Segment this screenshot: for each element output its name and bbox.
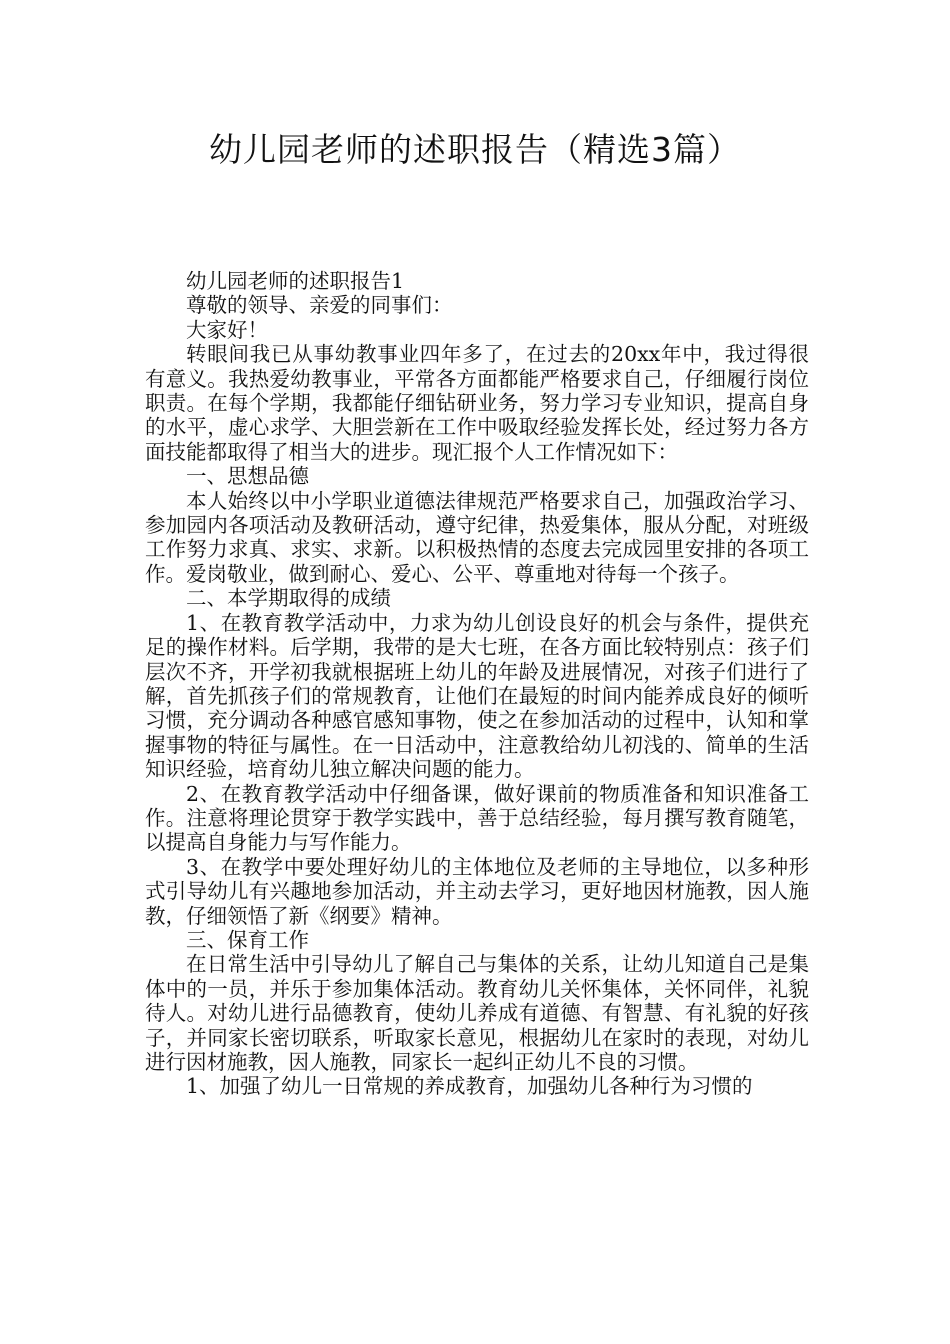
achievement-paragraph-2: 2、在教育教学活动中仔细备课，做好课前的物质准备和知识准备工作。注意将理论贯穿于教学实践中，善于总结经验，每月撰写教育随笔，以提高自身能力与写作能力。 [145,781,809,855]
document-title: 幼儿园老师的述职报告（精选3篇） [209,130,741,169]
ideology-paragraph: 本人始终以中小学职业道德法律规范严格要求自己，加强政治学习、参加园内各项活动及教研活动，遵守纪律，热爱集体，服从分配，对班级工作努力求真、求实、求新。以积极热情的态度去完成园里安排的各项工作。爱岗敬业，做到耐心、爱心、公平、尊重地对待每一个孩子。 [145,488,809,586]
achievement-paragraph-3: 3、在教学中要处理好幼儿的主体地位及老师的主导地位，以多种形式引导幼儿有兴趣地参加活动，并主动去学习，更好地因材施教，因人施教，仔细领悟了新《纲要》精神。 [145,854,809,928]
salutation: 尊敬的领导、亲爱的同事们： [186,293,453,318]
care-paragraph: 在日常生活中引导幼儿了解自己与集体的关系，让幼儿知道自己是集体中的一员，并乐于参加集体活动。教育幼儿关怀集体，关怀同伴，礼貌待人。对幼儿进行品德教育，使幼儿养成有道德、有智慧、有礼貌的好孩子，并同家长密切联系，听取家长意见，根据幼儿在家时的表现，对幼儿进行因材施教，因人施教，同家长一起纠正幼儿不良的习惯。 [145,952,809,1074]
section-heading-achievements: 二、本学期取得的成绩 [186,586,391,611]
care-item-1: 1、加强了幼儿一日常规的养成教育，加强幼儿各种行为习惯的 [186,1074,753,1099]
achievement-paragraph-1: 1、在教育教学活动中，力求为幼儿创设良好的机会与条件，提供充足的操作材料。后学期，我带的是大七班，在各方面比较特别点：孩子们层次不齐，开学初我就根据班上幼儿的年龄及进展情况，对孩子们进行了解，首先抓孩子们的常规教育，让他们在最短的时间内能养成良好的倾听习惯，充分调动各种感官感知事物，使之在参加活动的过程中，认知和掌握事物的特征与属性。在一日活动中，注意教给幼儿初浅的、简单的生活知识经验，培育幼儿独立解决问题的能力。 [145,610,809,782]
section-heading-ideology: 一、思想品德 [186,464,309,489]
section-heading-care: 三、保育工作 [186,927,309,952]
document-body [145,269,809,1099]
greeting: 大家好！ [186,317,268,342]
report-heading: 幼儿园老师的述职报告1 [186,269,405,293]
intro-paragraph: 转眼间我已从事幼教事业四年多了，在过去的20xx年中，我过得很有意义。我热爱幼教事业，平常各方面都能严格要求自己，仔细履行岗位职责。在每个学期，我都能仔细钻研业务，努力学习专业知识，提高自身的水平，虚心求学、大胆尝新在工作中吸取经验发挥长处，经过努力各方面技能都取得了相当大的进步。现汇报个人工作情况如下： [145,342,809,464]
